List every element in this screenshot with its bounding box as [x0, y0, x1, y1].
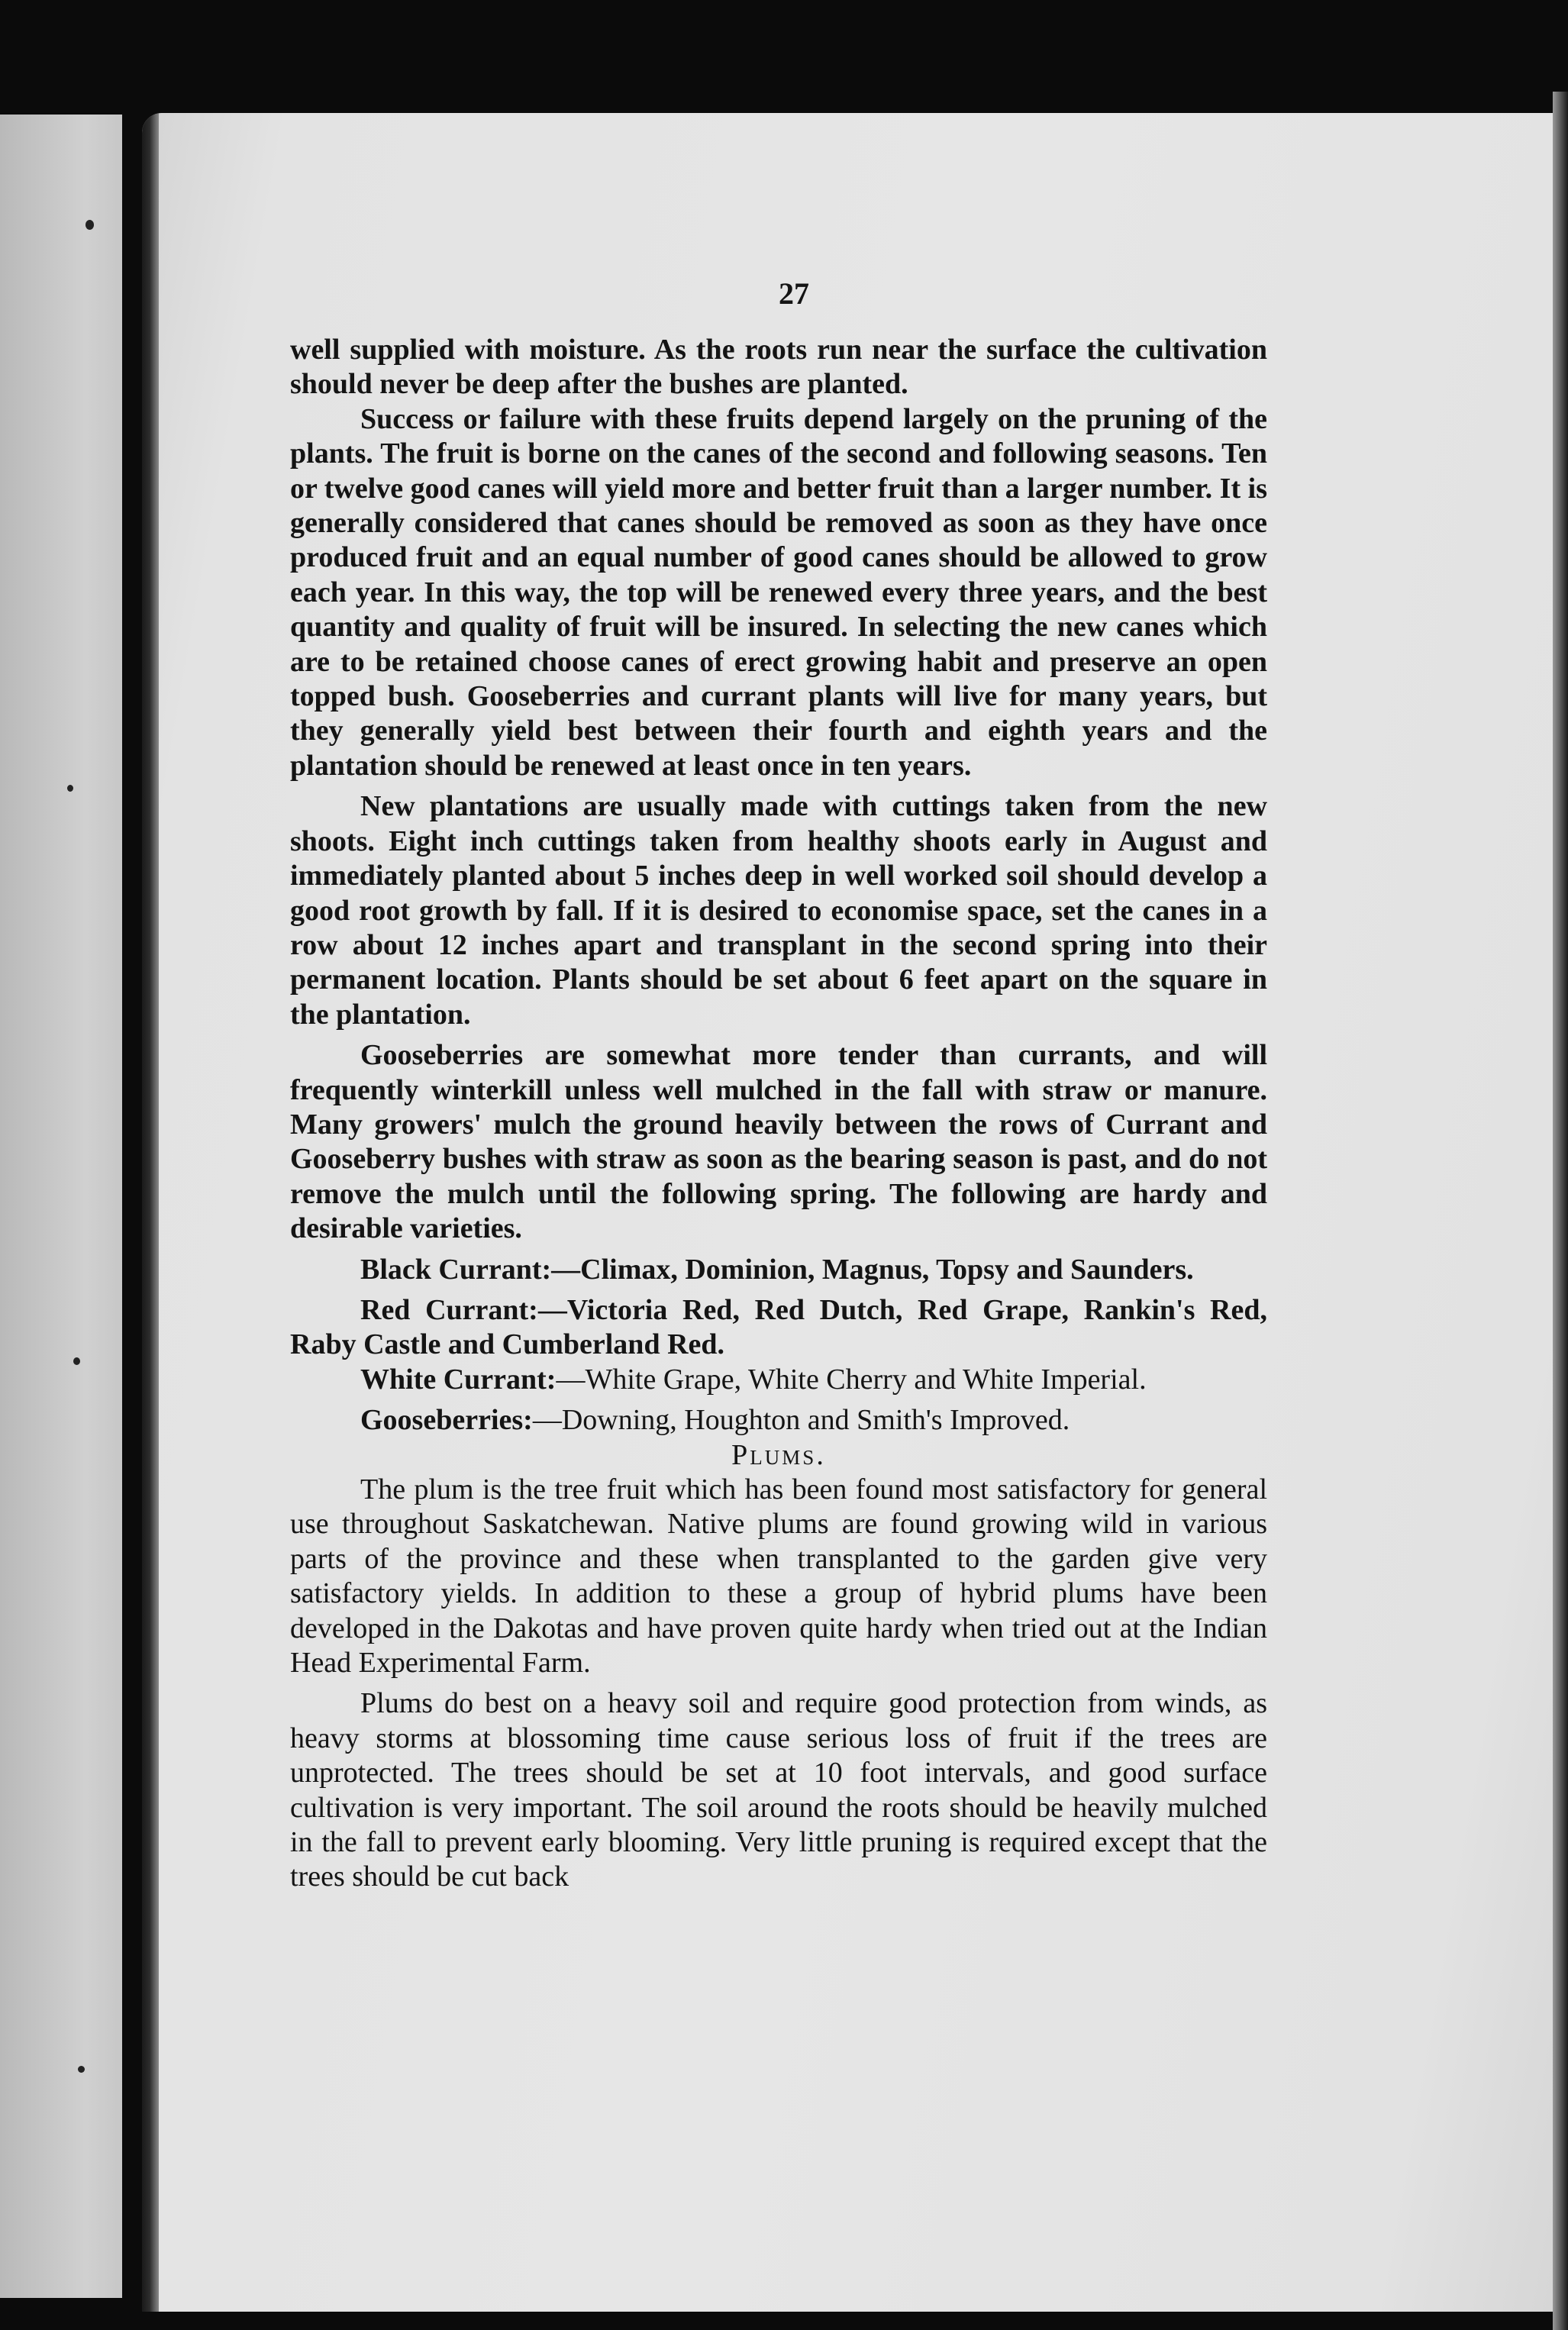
variety-list: —Victoria Red, Red Dutch, Red Grape, Rankin's Red, Raby Castle and Cumberland Red. [290, 1293, 1267, 1361]
variety-gooseberries [290, 1403, 1267, 1438]
variety-label: White Currant: [360, 1363, 557, 1396]
paragraph-plantations: New plantations are usually made with cuttings taken from the new shoots. Eight inch cuttings taken from healthy shoots early in August and immediately planted about 5 inches deep in well worked soil should develop a good root growth by fall. If it is desired to economise space, set the canes in a row about 12 inches apart and transplant in the second spring into their permanent location. Plants should be set about 6 feet apart on the square in the plantation. [290, 790, 1267, 1031]
page-text-block [290, 275, 1267, 1895]
paragraph-moisture: well supplied with moisture. As the roots run near the surface the cultivation should never be deep after the bushes are planted. [290, 334, 1267, 401]
previous-page-edge [0, 115, 122, 2298]
ink-speck [85, 220, 94, 230]
paragraph-plum-soil: Plums do best on a heavy soil and require good protection from winds, as heavy storms at blossoming time cause serious loss of fruit if the trees are unprotected. The trees should be set at 10 foot intervals, and good surface cultivation is very important. The soil around the roots should be heavily mulched in the fall to prevent early blooming. Very little pruning is required except that the trees should be cut back [290, 1687, 1267, 1893]
ink-speck [73, 1357, 80, 1365]
variety-label: Gooseberries: [360, 1404, 533, 1437]
ink-speck [78, 2066, 85, 2073]
variety-label: Red Currant: [360, 1293, 538, 1326]
variety-label: Black Currant: [360, 1253, 552, 1286]
section-heading-plums: Plums. [731, 1438, 826, 1471]
paragraph-plum-intro: The plum is the tree fruit which has been found most satisfactory for general use throughout Saskatchewan. Native plums are found growing wild in various parts of the province and these when transplanted to the garden give very satisfactory yields. In addition to these a group of hybrid plums have been developed in the Dakotas and have proven quite hardy when tried out at the Indian Head Experimental Farm. [290, 1473, 1267, 1680]
variety-white-currant [290, 1363, 1267, 1397]
right-page-edge [1553, 92, 1568, 2330]
variety-list: —Downing, Houghton and Smith's Improved. [532, 1404, 1070, 1437]
variety-list: —Climax, Dominion, Magnus, Topsy and Saunders. [551, 1253, 1194, 1286]
variety-black-currant [290, 1253, 1267, 1287]
variety-red-currant [290, 1293, 1267, 1363]
variety-list: —White Grape, White Cherry and White Imperial. [556, 1363, 1147, 1396]
paragraph-gooseberries-tender: Gooseberries are somewhat more tender than currants, and will frequently winterkill unless well mulched in the fall with straw or manure. Many growers' mulch the ground heavily between the rows of Currant and Gooseberry bushes with straw as soon as the bearing season is past, and do not remove the mulch until the following spring. The following are hardy and desirable varieties. [290, 1039, 1267, 1245]
page-number: 27 [779, 276, 809, 311]
ink-speck [67, 785, 73, 792]
page-binding-shadow [142, 113, 159, 2312]
paragraph-pruning: Success or failure with these fruits depend largely on the pruning of the plants. The fruit is borne on the canes of the second and following seasons. Ten or twelve good canes will yield more and better fruit than a larger number. It is generally considered that canes should be removed as soon as they have once produced fruit and an equal number of good canes should be allowed to grow each year. In this way, the top will be renewed every three years, and the best quantity and quality of fruit will be insured. In selecting the new canes which are to be retained choose canes of erect growing habit and preserve an open topped bush. Gooseberries and currant plants will live for many years, but they generally yield best between their fourth and eighth years and the plantation should be renewed at least once in ten years. [290, 402, 1267, 782]
